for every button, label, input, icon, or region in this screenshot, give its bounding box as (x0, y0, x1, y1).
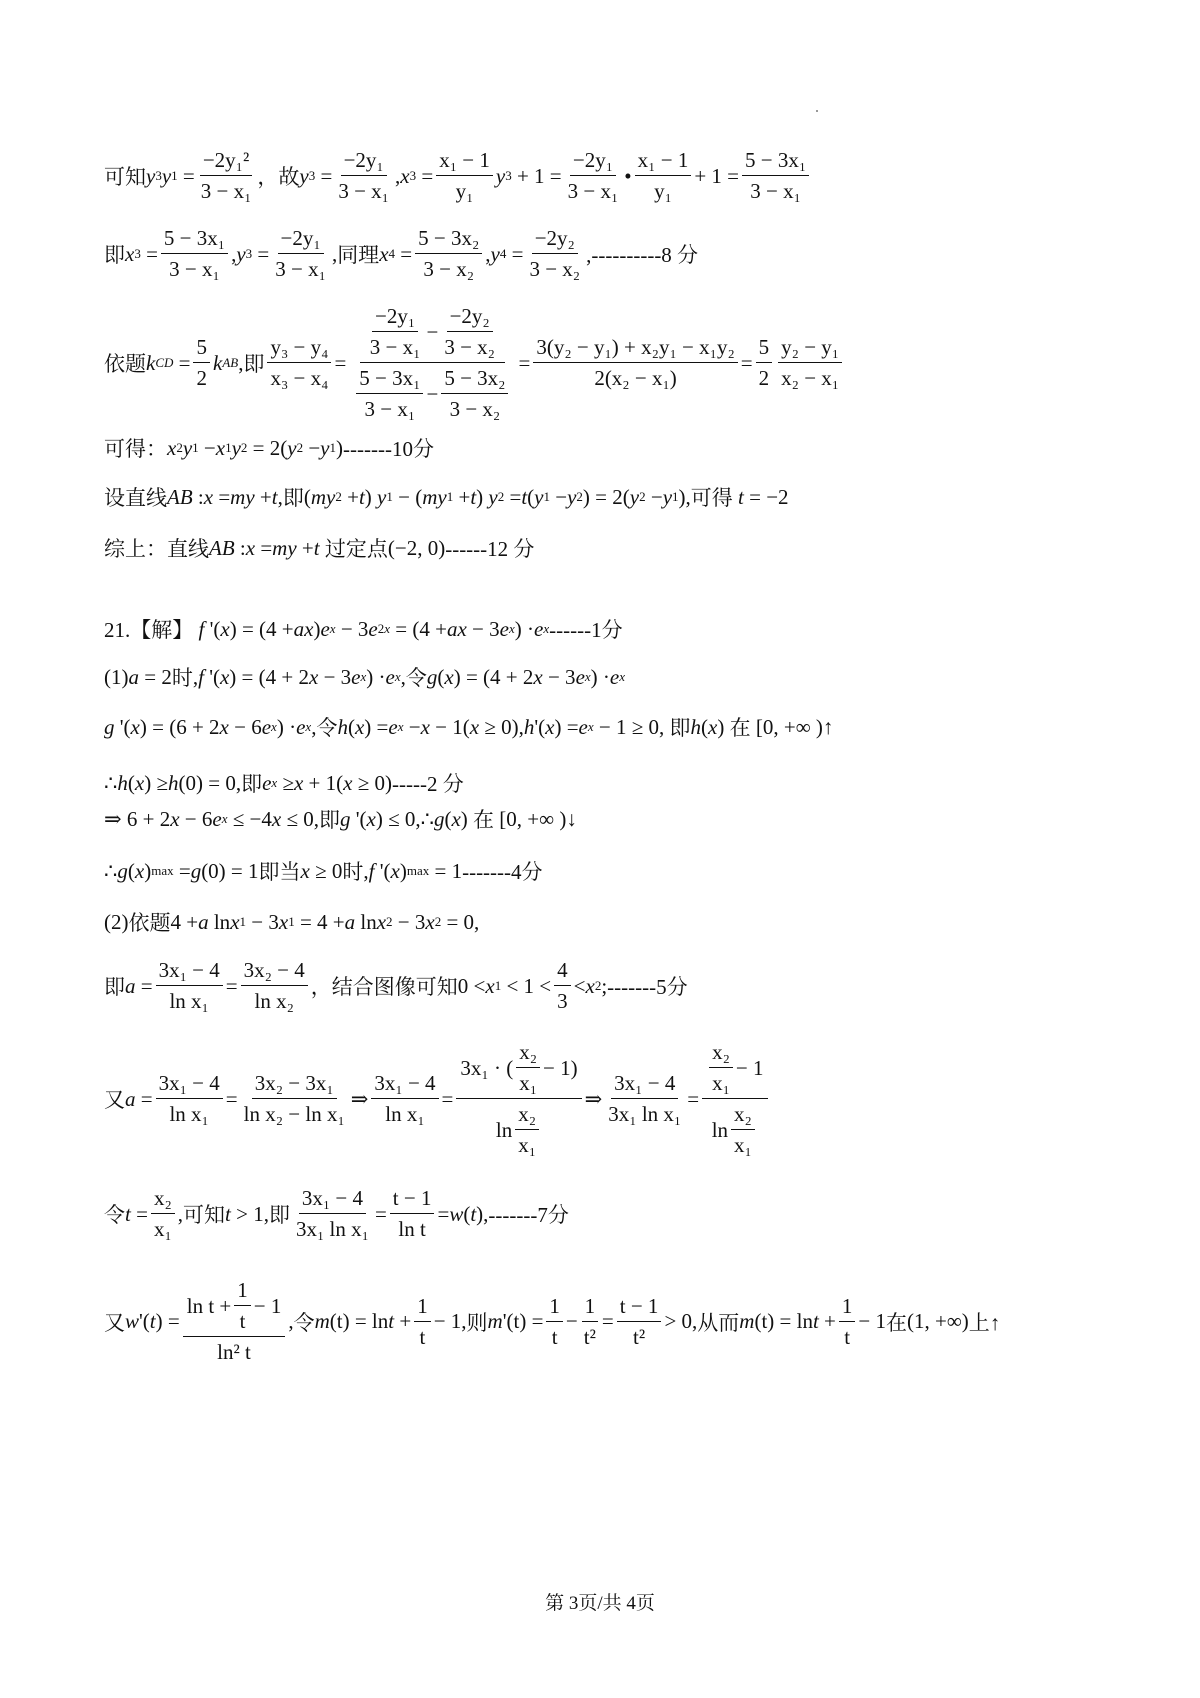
fraction: $\frac{\text{−2y₁}}{\text{3 − x₁}}$ (338, 148, 390, 203)
problem-21-header: 21.【解】 f '( x ) = (4 + ax ) e x − 3 e 2x = (4 + ax − 3 e x ) · e x ------1分 (104, 614, 623, 644)
fraction: $\frac{\text{5 − 3x₁}}{\text{3 − x₁}}$ (742, 148, 809, 204)
fraction: $\frac{\text{3x₁ − 4}}{\text{3x₁ ln x₁}}$ (608, 1071, 682, 1126)
score-mark: -------7分 (488, 1203, 569, 1227)
fraction: $\frac{\text{x₁ − 1}}{\text{y₁}}$ (635, 148, 692, 204)
eq-line-13: (2) 依题 4 + a ln x 1 − 3 x 1 = 4 + a ln x 2 − 3 x 2 = 0, (104, 909, 480, 935)
score-mark: -------5分 (607, 975, 688, 999)
eq-line-17: 又 w '( t ) = ln t + $\frac{1}{t}$ − 1 ln² t , 令 m (t) = ln t + $\frac{1}{t}$ − 1, 则 m '(t) = $\frac{1}{t}$ − $\frac{1}{\text{t²}}$ = $\frac{t - 1}{\text{t²}}$ > 0, 从而 m (t) = ln t + $\frac{1}{t}$ − 1 在 (1, +∞) 上↑ (104, 1278, 1001, 1364)
eq-line-12: ∴ g ( x ) max = g (0) = 1 即当 x ≥ 0 时 , f '( x ) max = 1 -------4分 (104, 856, 543, 886)
compound-fraction: $\frac{\text{−2y₁}}{\text{3 − x₁}}$ − $\frac{\text{−2y₂}}{\text{3 − x₂}}$ $\frac{\text{5 − 3x₁}}{\text{3 − x₁}}$ − $\frac{\text{5 − 3x₂}}{\text{3 − x₂}}$ (349, 304, 515, 422)
eq-line-4: 可得： x 2 y 1 − x 1 y 2 = 2( y 2 − y 1 ) -------10分 (104, 433, 434, 463)
eq-line-6: 综上：直线 AB : x = my + t 过定点 (−2, 0) ------12 分 (104, 533, 534, 563)
compound-fraction: 3x₁ · ( $\frac{\text{x₂}}{\text{x₁}}$ − 1 ) ln $\frac{\text{x₂}}{\text{x₁}}$ (456, 1040, 581, 1158)
eq-line-15: 又 a = $\frac{\text{3x₁ − 4}}{\text{ln x₁}}$ = $\frac{\text{3x₂ − 3x₁}}{\text{ln x₂ − ln x₁}}$ ⇒ $\frac{\text{3x₁ − 4}}{\text{ln x₁}}$ = 3x₁ · ( $\frac{\text{x₂}}{\text{x₁}}$ − 1 ) ln $\frac{\text{x₂}}{\text{x₁}}$ ⇒ $\frac{\text{3x₁ − 4}}{\text{3x₁ ln x₁}}$ = $\frac{\text{x₂}}{\text{x₁}}$ − 1 ln $\frac{\text{x₂}}{\text{x₁}}$ (104, 1040, 771, 1158)
fraction: $\frac{t - 1}{\text{ln t}}$ (390, 1186, 435, 1242)
score-mark: ------12 分 (445, 537, 535, 561)
fraction: $\frac{\text{3x₁ − 4}}{\text{3x₁ ln x₁}}$ (295, 1186, 369, 1241)
fraction: $\frac{t - 1}{\text{t²}}$ (617, 1294, 662, 1350)
fraction: $\frac{\text{5 − 3x₂}}{\text{3 − x₂}}$ (415, 226, 482, 282)
eq-line-11: ⇒ 6 + 2 x − 6 e x ≤ −4 x ≤ 0, 即 g '( x ) ≤ 0,∴ g ( x ) 在 [0, +∞ )↓ (104, 806, 577, 832)
page-footer: 第 3页/共 4页 (545, 1593, 655, 1614)
fraction: $\frac{5}{2}$ (193, 335, 210, 391)
eq-line-1: 可知 y 3 y 1 = $\frac{\text{−2y₁²}}{\text{3 − x₁}}$ ， 故 y 3 = $\frac{\text{−2y₁}}{\text{3 − x₁}}$ , x 3 = $\frac{\text{x₁ − 1}}{\text{y₁}}$ y 3 + 1 = $\frac{\text{−2y₁}}{\text{3 − x₁}}$ • $\frac{\text{x₁ − 1}}{\text{y₁}}$ + 1 = $\frac{\text{5 − 3x₁}}{\text{3 − x₁}}$ (104, 148, 812, 204)
fraction: $\frac{\text{3x₁ − 4}}{\text{ln x₁}}$ (156, 1071, 223, 1127)
fraction: $\frac{\text{−2y₁²}}{\text{3 − x₁}}$ (200, 148, 252, 203)
fraction: $\frac{1}{\text{t²}}$ (581, 1294, 599, 1350)
score-mark: ,----------8 分 (586, 243, 699, 267)
eq-line-2: 即 x 3 = $\frac{\text{5 − 3x₁}}{\text{3 − x₁}}$ , y 3 = $\frac{\text{−2y₁}}{\text{3 − x₁}}$ , 同理 x 4 = $\frac{\text{5 − 3x₂}}{\text{3 − x₂}}$ , y 4 = $\frac{\text{−2y₂}}{\text{3 − x₂}}$ ,----------8 分 (104, 226, 699, 281)
fraction: $\frac{4}{3}$ (554, 958, 571, 1014)
score-mark: -------10分 (343, 437, 434, 461)
fraction: $\frac{1}{t}$ (414, 1294, 431, 1350)
eq-line-3: 依题 k CD = $\frac{5}{2}$ k AB , 即 $\frac{\text{y₃ − y₄}}{\text{x₃ − x₄}}$ = $\frac{\text{−2y₁}}{\text{3 − x₁}}$ − $\frac{\text{−2y₂}}{\text{3 − x₂}}$ $\frac{\text{5 − 3x₁}}{\text{3 − x₁}}$ − $\frac{\text{5 − 3x₂}}{\text{3 − x₂}}$ = $\frac{\text{3(y₂ − y₁) + x₂y₁ − x₁y₂}}{\text{2(x₂ − x₁)}}$ = $\frac{5}{2}$ $\frac{\text{y₂ − y₁}}{\text{x₂ − x₁}}$ (104, 304, 845, 422)
fraction: $\frac{\text{−2y₁}}{\text{3 − x₁}}$ (567, 148, 619, 203)
fraction: $\frac{\text{−2y₁}}{\text{3 − x₁}}$ (275, 226, 326, 281)
scan-artifact-dot (816, 110, 818, 112)
eq-line-16: 令 t = $\frac{\text{x₂}}{\text{x₁}}$ , 可知 t > 1, 即 $\frac{\text{3x₁ − 4}}{\text{3x₁ ln x₁}}$ = $\frac{t - 1}{\text{ln t}}$ = w ( t ), -------7分 (104, 1186, 569, 1241)
fraction: $\frac{\text{−2y₂}}{\text{3 − x₂}}$ (529, 226, 581, 281)
fraction: $\frac{\text{3x₂ − 4}}{\text{ln x₂}}$ (241, 958, 308, 1014)
fraction: $\frac{1}{t}$ (546, 1294, 563, 1350)
fraction: $\frac{\text{x₁ − 1}}{\text{y₁}}$ (436, 148, 493, 204)
compound-fraction: ln t + $\frac{1}{t}$ − 1 ln² t (183, 1278, 286, 1365)
fraction: $\frac{1}{t}$ (839, 1294, 856, 1350)
fraction: $\frac{\text{3x₂ − 3x₁}}{\text{ln x₂ − ln x₁}}$ (243, 1071, 345, 1126)
fraction: $\frac{5}{2}$ (756, 335, 773, 391)
score-mark: ------1分 (549, 618, 623, 642)
fraction: $\frac{\text{y₂ − y₁}}{\text{x₂ − x₁}}$ (778, 335, 842, 391)
fraction: $\frac{\text{3(y₂ − y₁) + x₂y₁ − x₁y₂}}{\text{2(x₂ − x₁)}}$ (533, 335, 737, 391)
compound-fraction: $\frac{\text{x₂}}{\text{x₁}}$ − 1 ln $\frac{\text{x₂}}{\text{x₁}}$ (702, 1040, 767, 1158)
fraction: $\frac{\text{3x₁ − 4}}{\text{ln x₁}}$ (156, 958, 223, 1014)
score-mark: -----2 分 (392, 772, 464, 796)
fraction: $\frac{\text{3x₁ − 4}}{\text{ln x₁}}$ (371, 1071, 438, 1127)
text: 可知 (104, 165, 146, 189)
eq-line-14: 即 a = $\frac{\text{3x₁ − 4}}{\text{ln x₁}}$ = $\frac{\text{3x₂ − 4}}{\text{ln x₂}}$ ，结合图像可知 0 < x 1 < 1 < $\frac{4}{3}$ < x 2 ; -------5分 (104, 958, 688, 1013)
score-mark: -------4分 (462, 860, 543, 884)
eq-line-9: g '( x ) = (6 + 2 x − 6 e x ) · e x , 令 h ( x ) = e x − x − 1( x ≥ 0), h '( x ) = e x − 1 ≥ 0, 即 h ( x ) 在 [0, +∞ )↑ (104, 714, 834, 740)
fraction: $\frac{\text{5 − 3x₁}}{\text{3 − x₁}}$ (161, 226, 228, 282)
fraction: $\frac{\text{y₃ − y₄}}{\text{x₃ − x₄}}$ (267, 335, 331, 391)
fraction: $\frac{\text{x₂}}{\text{x₁}}$ (151, 1186, 175, 1242)
eq-line-8: (1) a = 2 时 , f '( x ) = (4 + 2 x − 3 e x ) · e x , 令 g ( x ) = (4 + 2 x − 3 e x ) · e x (104, 664, 626, 690)
eq-line-5: 设直线 AB : x = my + t , 即 ( my 2 + t ) y 1 − ( my 1 + t ) y 2 = t ( y 1 − y 2 ) = 2( y 2 − y 1 ), 可得 t = −2 (104, 484, 789, 510)
eq-line-10: ∴ h ( x ) ≥ h (0) = 0, 即 e x ≥ x + 1( x ≥ 0) -----2 分 (104, 768, 464, 798)
